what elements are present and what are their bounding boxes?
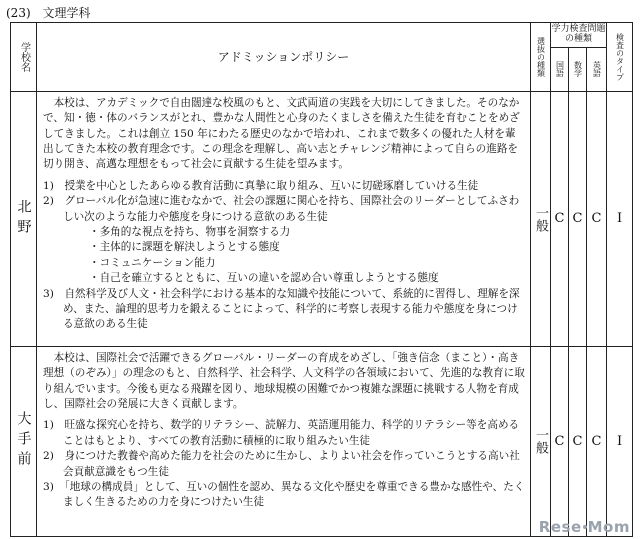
selection-value: 一般 <box>533 428 548 455</box>
selection-value: 一般 <box>533 205 548 232</box>
school-name-cell <box>11 346 37 536</box>
policy-item-text: 2) グローバル化が急速に進むなかで、社会の課題に関心を持ち、国際社会のリーダーとしてふさわしい次のような能力や態度を身につける意欲のある生徒 <box>43 195 520 223</box>
english-value: C <box>587 346 607 536</box>
admission-policy-table <box>10 22 633 537</box>
tests-group-header: 学力検査問題の種類 <box>551 23 607 48</box>
policy-intro: 本校は、アカデミックで自由闊達な校風のもと、文武両道の実践を大切にしてきました。そのなかで、知・徳・体のバランスがとれ、豊かな人間性と心身のたくましさを備えた生徒を育むことをめざしてきました。これは創立 150 年にわたる歴史のなかで培われ、これまで数多くの優れた人材を輩出してきた本校の教育理念です。この理念を理解し、高い志とチャレンジ精神によって自らの進路を切り開き、高邁な理想をもって社会に貢献する生徒を望みます。 <box>43 96 520 171</box>
school-name: 大手前 <box>15 411 32 472</box>
selection-cell <box>531 346 551 536</box>
english-value: C <box>587 91 607 346</box>
policy-cell <box>37 91 531 346</box>
school-name: 北野 <box>15 198 32 239</box>
policy-cell <box>37 346 531 536</box>
selection-cell <box>531 91 551 346</box>
japanese-header: 国語 <box>555 61 565 78</box>
math-value: C <box>569 91 587 346</box>
policy-item: 3) 自然科学及び人文・社会科学における基本的な知識や技能について、系統的に習得し、理解を深め、また、論理的思考力を鍛えることによって、科学的に考察し表現する能力や態度を身につける意欲のある生徒 <box>43 287 520 331</box>
type-value: I <box>607 346 633 536</box>
watermark-right: Mom <box>587 518 630 536</box>
school-row <box>11 91 633 346</box>
section-number: (23) <box>6 6 31 20</box>
policy-subitem: ・自己を確立するとともに、互いの違いを認め合い尊重しようとする態度 <box>89 272 439 285</box>
policy-header: アドミッションポリシー <box>37 23 531 92</box>
section-title: 文理学科 <box>42 6 91 20</box>
policy-subitem: ・多角的な視点を持ち、物事を洞察する力 <box>89 226 291 239</box>
type-value: I <box>607 91 633 346</box>
header-row-top <box>11 23 633 48</box>
policy-item <box>43 194 526 286</box>
policy-item: 2) 身につけた教養や高めた能力を社会のために生かし、よりよい社会を作っていこうとする高い社会貢献意識をもつ生徒 <box>43 450 520 478</box>
policy-intro: 本校は、国際社会で活躍できるグローバル・リーダーの育成をめざし、「強き信念（まこと）・高き理想（のぞみ）」の理念のもと、自然科学、社会科学、人文科学の各領域において、先進的な教育に取り組んでいます。今後も更なる飛躍を図り、地球規模の困難でかつ複雑な課題に挑戦する人物を育成し、国際社会の発展に大きく貢献します。 <box>43 351 525 410</box>
policy-sublist <box>63 225 526 287</box>
school-header: 学校名 <box>18 41 30 72</box>
resemom-watermark <box>539 518 630 536</box>
japanese-header-cell <box>551 47 569 91</box>
selection-header-cell <box>531 23 551 92</box>
policy-item: 1) 旺盛な探究心を持ち、数学的リテラシー、読解力、英語運用能力、科学的リテラシー等を高めることはもとより、すべての教育活動に積極的に取り組みたい生徒 <box>43 419 520 447</box>
school-name-cell <box>11 91 37 346</box>
policy-item: 1) 授業を中心としたあらゆる教育活動に真摯に取り組み、互いに切磋琢磨していける生徒 <box>43 179 479 192</box>
english-header: 英語 <box>592 61 602 78</box>
policy-item: 3) 「地球の構成員」として、互いの個性を認め、異なる文化や歴史を尊重できる豊かな感性や、たくましく生きるための力を身につけたい生徒 <box>43 481 525 509</box>
selection-header: 選抜の種類 <box>536 36 546 77</box>
math-value: C <box>569 346 587 536</box>
watermark-left: Rese <box>538 518 582 536</box>
math-header: 数学 <box>573 61 583 78</box>
school-header-cell <box>11 23 37 92</box>
type-header-cell <box>607 23 633 92</box>
english-header-cell <box>587 47 607 91</box>
policy-list <box>43 179 526 333</box>
type-header: 検査のタイプ <box>615 32 625 81</box>
policy-subitem: ・主体的に課題を解決しようとする態度 <box>89 241 280 254</box>
school-row <box>11 346 633 536</box>
policy-subitem: ・コミュニケーション能力 <box>89 256 216 269</box>
section-heading <box>6 4 90 21</box>
japanese-value: C <box>551 91 569 346</box>
japanese-value: C <box>551 346 569 536</box>
policy-list <box>43 418 526 510</box>
watermark-dot <box>583 525 587 529</box>
math-header-cell <box>569 47 587 91</box>
